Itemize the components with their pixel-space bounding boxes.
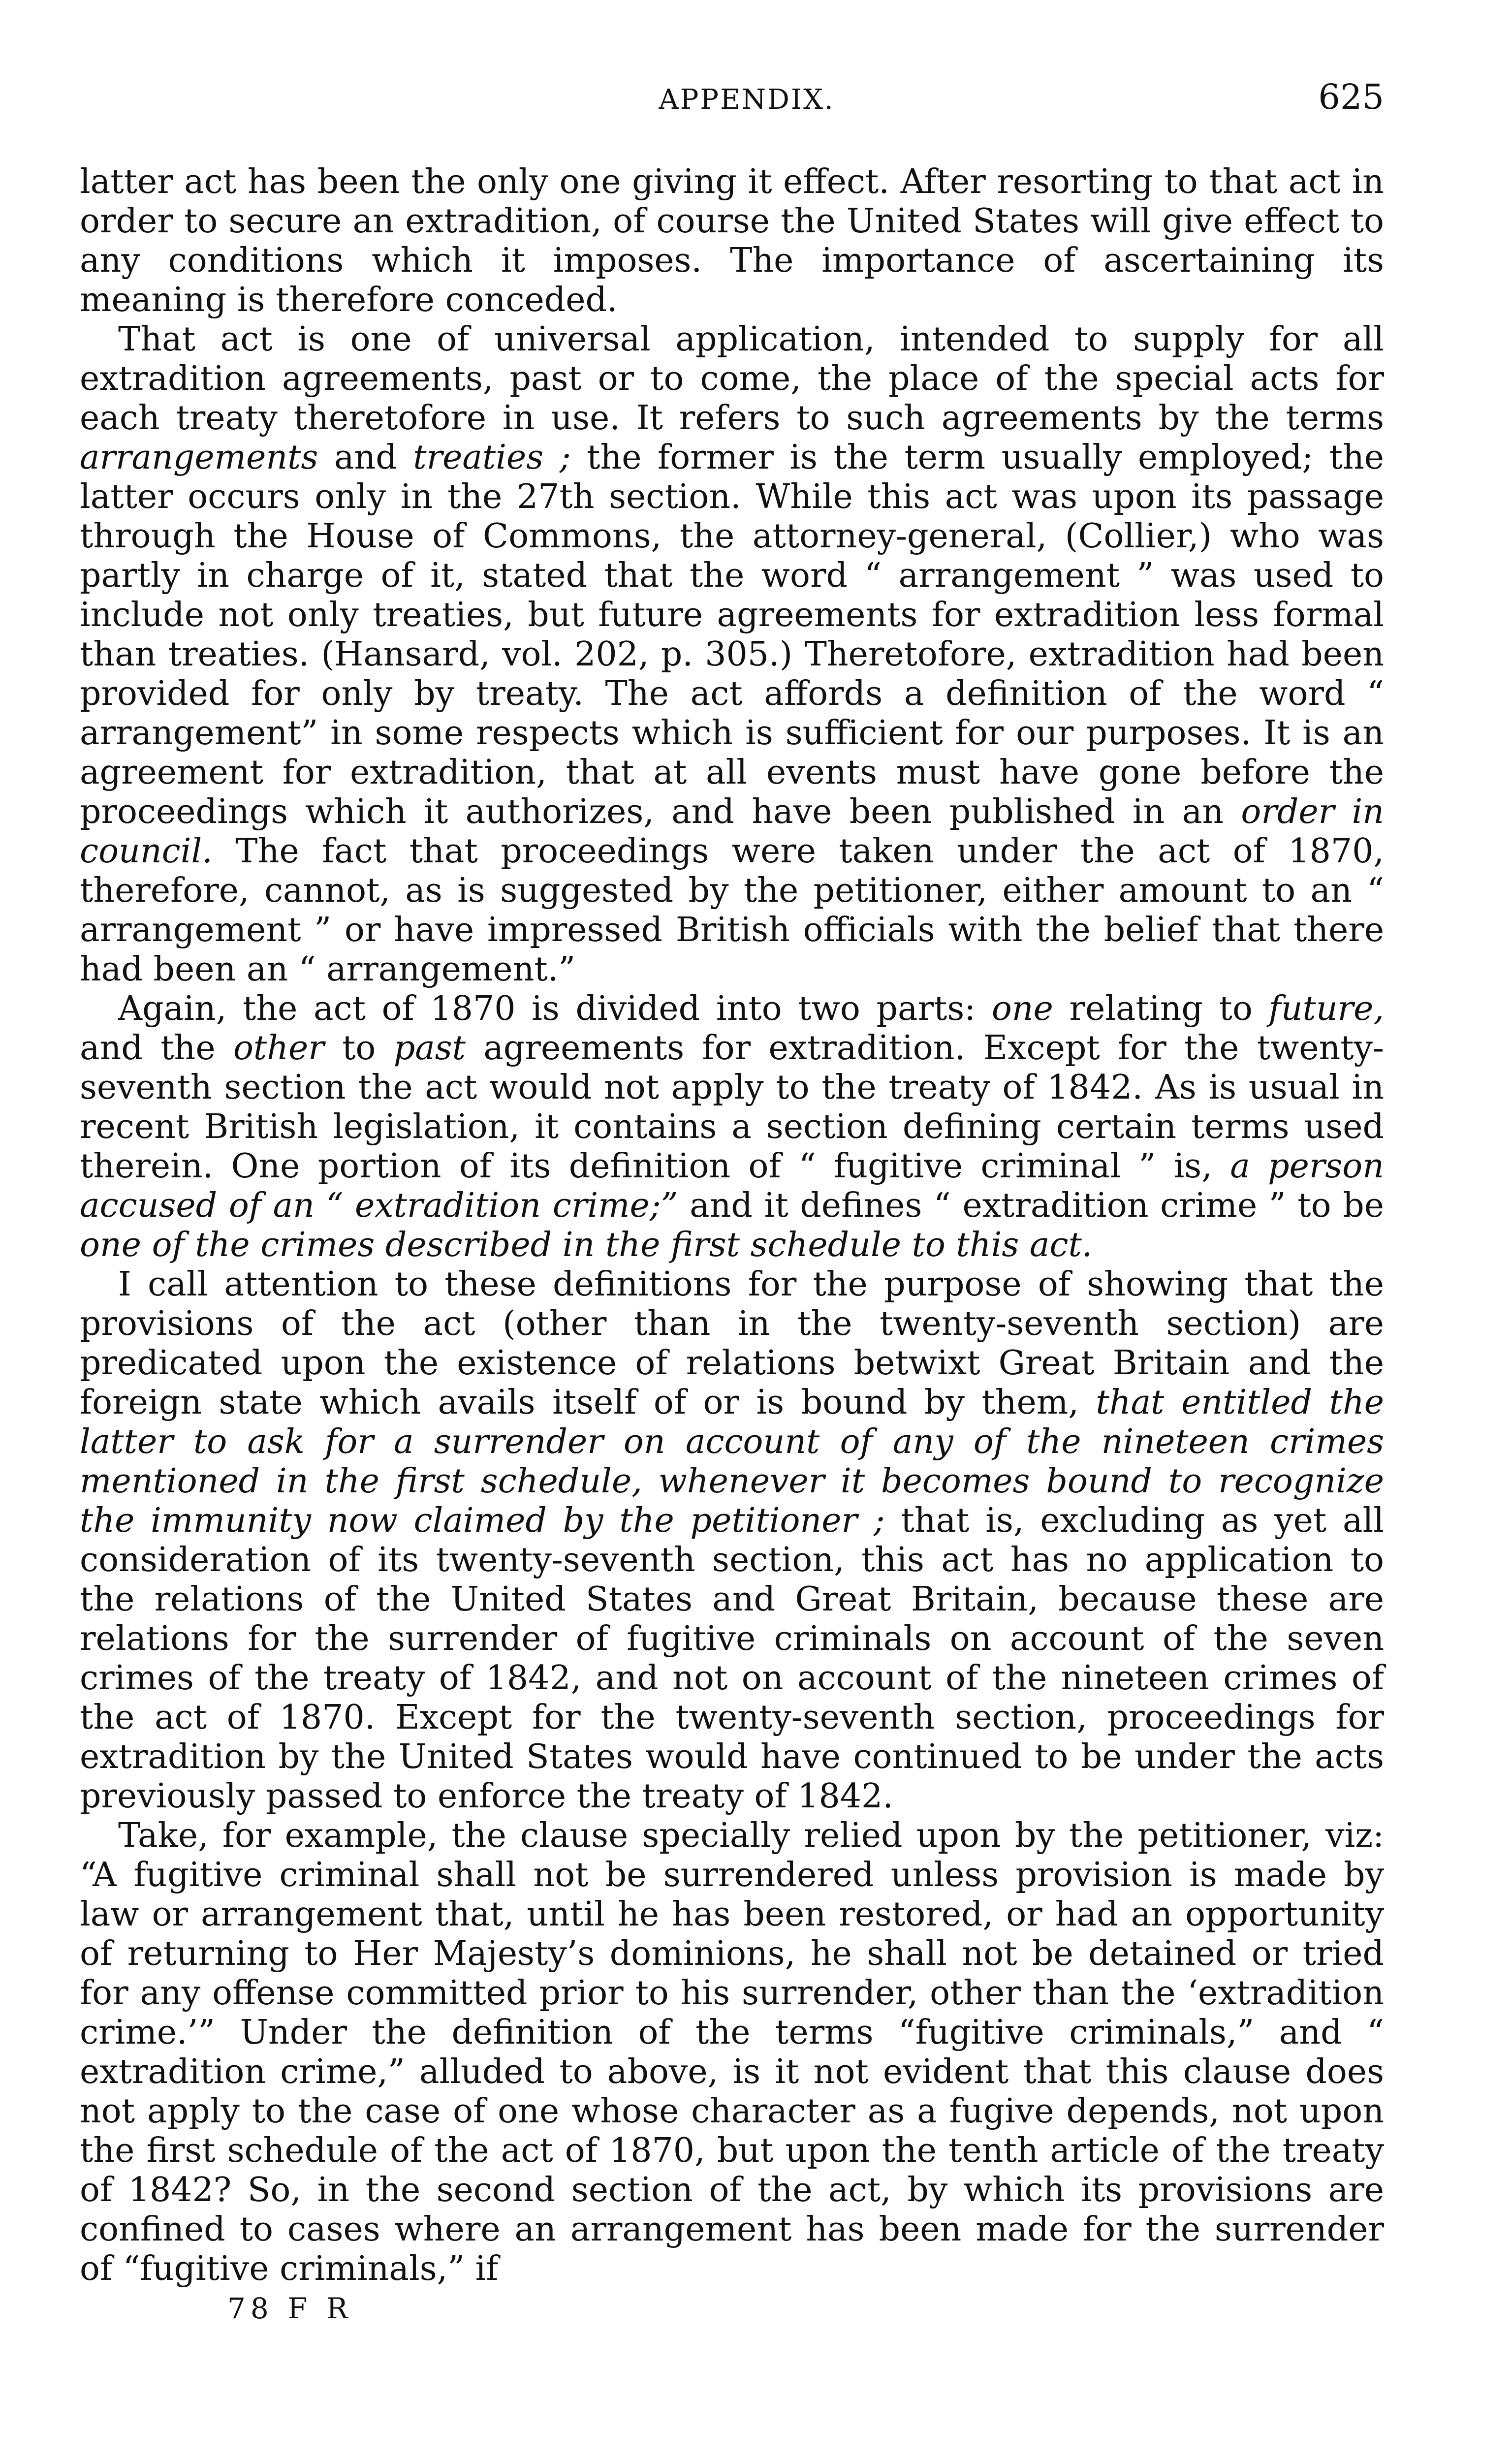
page-header (80, 74, 1384, 133)
paragraph-2 (80, 320, 1384, 989)
italic-run: a person accused of an “ extradition crime;” (80, 1147, 1384, 1225)
paragraph-1: latter act has been the only one giving it effect. After resorting to that act in order to secure an extradition, of course the United States will give effect to any conditions which it imposes. The importance of ascertaining its meaning is therefore conceded. (80, 162, 1384, 319)
italic-run: other (233, 1029, 324, 1068)
text-run: that is, excluding as yet all consideration of its twenty-seventh section, this act has no application to the relations of the United States and Great Britain, because these are relations for the surrender of fugitive criminals on account of the seven crimes of the treaty of 1842, and not on account of the nineteen crimes of the act of 1870. Except for the twenty-seventh section, proceedings for extradition by the United States would have continued to be under the acts previously passed to enforce the treaty of 1842. (80, 1501, 1384, 1816)
text-run: Again, the act of 1870 is divided into two parts: (118, 989, 992, 1028)
text-run: and it defines “ extradition crime ” to be (678, 1186, 1384, 1225)
paragraph-3 (80, 989, 1384, 1265)
text-run: agreements for extradition. Except for the twenty-seventh section the act would not apply to the treaty of 1842. As is usual in recent British legislation, it contains a section defining certain terms used therein. One portion of its definition of “ fugitive criminal ” is, (80, 1029, 1384, 1186)
page (80, 74, 1384, 2325)
italic-run: treaties ; (413, 438, 571, 477)
running-title: APPENDIX. (659, 84, 835, 116)
text-run: to (324, 1029, 394, 1068)
italic-run: past (393, 1029, 466, 1068)
italic-run: one (991, 989, 1053, 1028)
text-run: the former is the term usually employed; the latter occurs only in the 27th section. While this act was upon its passage through the House of Commons, the attorney-general, (Collier,) who was partly in charge of it, stated that the word “ arrangement ” was used to include not only treaties, but future agreements for extradition less formal than treaties. (Hansard, vol. 202, p. 305.) Theretofore, extradition had been provided for only by treaty. The act affords a definition of the word “ arrangement” in some respects which is sufficient for our purposes. It is an agreement for extradition, that at all events must have gone before the proceedings which it authorizes, and have been published in an (80, 438, 1384, 831)
body-text (80, 162, 1384, 2289)
text-run: I call attention to these definitions for the purpose of showing that the provisions of the act (other than in the twenty-seventh section) are predicated upon the existence of relations betwixt Great Britain and the foreign state which avails itself of or is bound by them, (80, 1265, 1384, 1422)
text-run: and the (80, 1029, 233, 1068)
text-run: The fact that proceedings were taken under the act of 1870, therefore, cannot, as is suggested by the petitioner, either amount to an “ arrangement ” or have impressed British officials with the belief that there had been an “ arrangement.” (80, 832, 1384, 989)
italic-run: that entitled the latter to ask for a surrender on account of any of the nineteen crimes mentioned in the first schedule, whenever it becomes bound to recognize the immunity now claimed by the petitioner ; (80, 1383, 1384, 1540)
page-number: 625 (1318, 77, 1384, 117)
text-run: That act is one of universal application, intended to supply for all extradition agreements, past or to come, the place of the special acts for each treaty theretofore in use. It refers to such agreements by the terms (80, 320, 1384, 438)
signature-mark: 78 F R (227, 2292, 353, 2325)
text-run: and (318, 438, 413, 477)
paragraph-5: Take, for example, the clause specially relied upon by the petitioner, viz: “A fugitive criminal shall not be surrendered unless provision is made by law or arrangement that, until he has been restored, or had an opportunity of returning to Her Majesty’s dominions, he shall not be detained or tried for any offense committed prior to his surrender, other than the ‘extradition crime.’” Under the definition of the terms “fugitive criminals,” and “ extradition crime,” alluded to above, is it not evident that this clause does not apply to the case of one whose character as a fugive depends, not upon the first schedule of the act of 1870, but upon the tenth article of the treaty of 1842? So, in the second section of the act, by which its provisions are confined to cases where an arrangement has been made for the surrender of “fugitive criminals,” if (80, 1816, 1384, 2288)
italic-run: order in council. (80, 792, 1384, 871)
italic-run: future, (1268, 989, 1384, 1028)
paragraph-4 (80, 1265, 1384, 1816)
italic-run: arrangements (80, 438, 318, 477)
text-run: relating to (1053, 989, 1269, 1028)
italic-run: one of the crimes described in the first schedule to this act. (80, 1226, 1093, 1264)
